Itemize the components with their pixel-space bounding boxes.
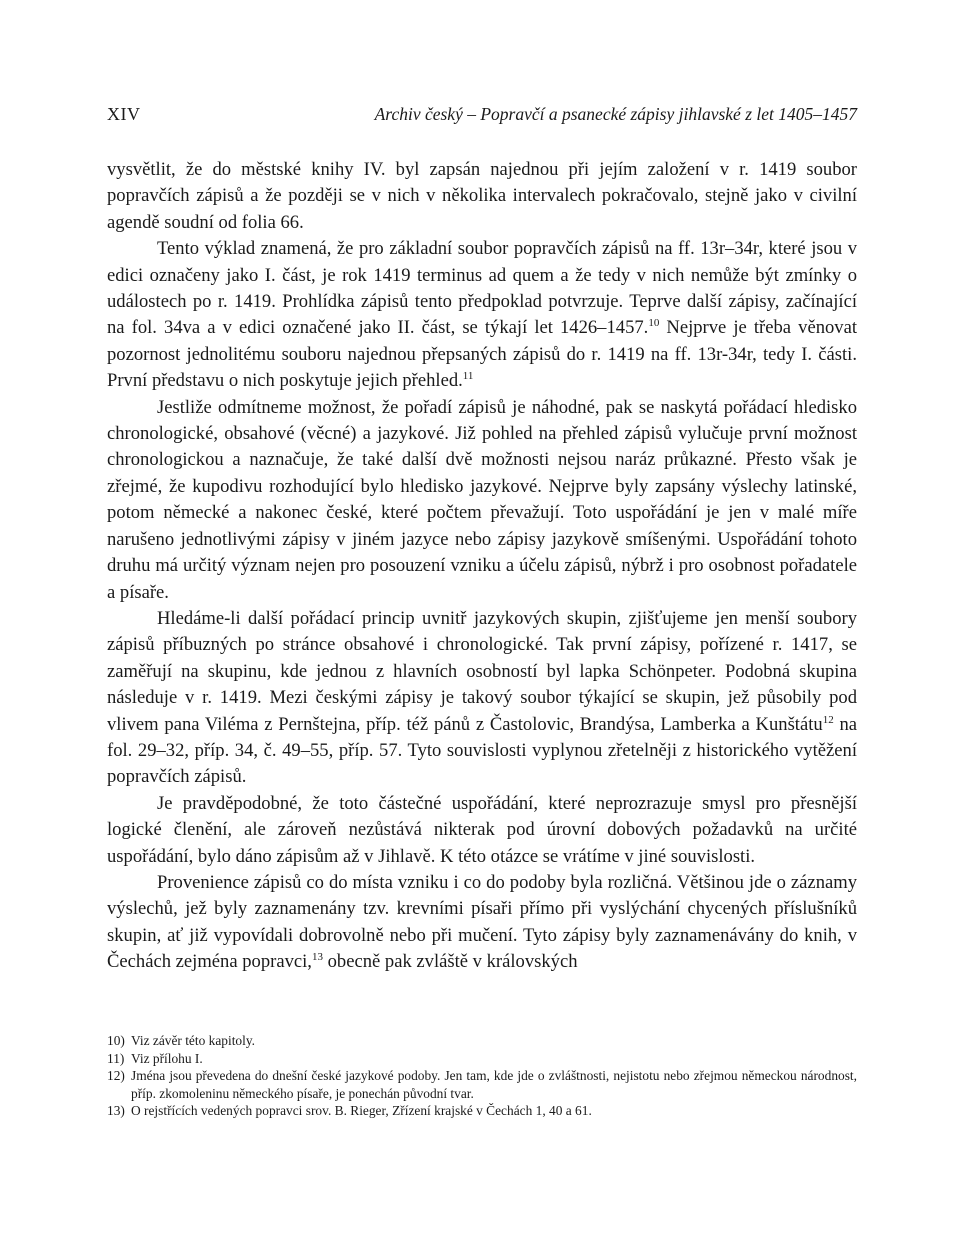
paragraph-3 — [107, 395, 857, 606]
footnote-11 — [107, 1050, 857, 1068]
footnote-text: O rejstřících vedených popravci srov. B. Rieger, Zřízení krajské v Čechách 1, 40 a 61. — [131, 1103, 592, 1119]
footnote-text: Viz závěr této kapitoly. — [131, 1033, 255, 1048]
footnote-13 — [107, 1102, 857, 1120]
footnote-ref-12: 12 — [822, 713, 834, 726]
footnotes — [107, 1032, 857, 1120]
footnote-number: 13) — [107, 1103, 125, 1119]
footnote-number: 10) — [107, 1033, 125, 1048]
footnote-text: Jména jsou převedena do dnešní české jazykové podoby. Jen tam, kde jde o zvláštnosti, nejistotu nebo zřejmou německou národnost, příp. zkomoleninu německého písaře, je ponechán původní tvar. — [131, 1068, 857, 1101]
footnote-ref-11: 11 — [462, 370, 474, 383]
body-text — [107, 157, 857, 976]
footnote-number: 12) — [107, 1068, 125, 1084]
paragraph-4-text-b: na fol. 29–32, příp. 34, č. 49–55, příp. 57. Tyto souvislosti vyplynou zřetelněji z historického vytěžení popravčích zápisů. — [107, 713, 857, 788]
paragraph-6-text-b: obecně pak zvláště v královských — [322, 951, 578, 973]
paragraph-1-text: vysvětlit, že do městské knihy IV. byl zapsán najednou při jejím založení v r. 1419 soubor popravčích zápisů a že později se v nich v několika intervalech pokračovalo, stejně jako v civilní agendě soudní od folia 66. — [107, 159, 857, 233]
running-header — [107, 104, 857, 128]
footnote-text: Viz přílohu I. — [131, 1050, 203, 1066]
paragraph-4-text-a: Hledáme-li další pořádací princip uvnitř jazykových skupin, zjišťujeme jen menší soubory zápisů příbuzných po stránce obsahové i chronologické. Tak první zápisy, pořízené r. 1417, se zaměřují na skupinu, kde jednou z hlavních osobností byl lapka Schönpeter. Podobná skupina následuje v r. 1419. Mezi českými zápisy je takový soubor týkající se skupin, jež působily pod vlivem pana Viléma z Pernštejna, příp. též pánů z Častolovic, Brandýsa, Lamberka a Kunštátu — [107, 607, 857, 735]
paragraph-6 — [107, 870, 857, 976]
paragraph-2-text-a: Tento výklad znamená, že pro základní soubor popravčích zápisů na ff. 13r–34r, které jsou v edici označeny jako I. část, je rok 1419 terminus ad quem a že tedy v nich nemůže být zmínky o událostech po r. 1419. Prohlídka zápisů tento předpoklad potvrzuje. Teprve další zápisy, začínající na fol. 34va a v edici označené jako II. část, se týkají let 1426–1457. — [107, 238, 857, 339]
paragraph-5 — [107, 791, 857, 870]
paragraph-2-text-b: Nejprve je třeba věnovat pozornost jednolitému souboru najednou přepsaných zápisů do r. 1419 na ff. 13r-34r, tedy I. části. První představu o nich poskytuje jejich přehled. — [107, 317, 858, 392]
footnote-ref-10: 10 — [648, 317, 660, 330]
running-title: Archiv český – Popravčí a psanecké zápisy jihlavské z let 1405–1457 — [374, 104, 857, 124]
footnote-number: 11) — [107, 1050, 125, 1066]
paragraph-3-text: Jestliže odmítneme možnost, že pořadí zápisů je náhodné, pak se naskytá pořádací hledisko chronologické, obsahové (věcné) a jazykové. Již pohled na přehled zápisů vylučuje první možnost chronologickou a naznačuje, že také další dvě možnosti nejsou naráz průkazné. Přesto však je zřejmé, že kupodivu rozhodující bylo hledisko jazykové. Nejprve byly zapsány výslechy latinské, potom německé a nakonec české, které počtem převažují. Toto uspořádání je jen v malé míře narušeno jednotlivými zápisy v jiném jazyce nebo zápisy jazykově smíšenými. Uspořádání tohoto druhu má určitý význam nejen pro posouzení vzniku a účelu zápisů, nýbrž i pro osobnost pořadatele a písaře. — [107, 396, 857, 603]
paragraph-4 — [107, 606, 857, 791]
paragraph-6-text-a: Provenience zápisů co do místa vzniku i co do podoby byla rozličná. Většinou jde o záznamy výslechů, jež byly zaznamenány tzv. krevními písaři přímo při vyslýchání chycených příslušníků skupin, ať již vypovídali dobrovolně nebo při mučení. Tyto zápisy byly zaznamenávány do knih, v Čechách zejména popravci, — [107, 871, 857, 973]
paragraph-5-text: Je pravděpodobné, že toto částečné uspořádání, které neprozrazuje smysl pro přesnější logické členění, ale zároveň nezůstává nikterak pod úrovní dobových požadavků na určité uspořádání, bylo dáno zápisům až v Jihlavě. K této otázce se vrátíme v jiné souvislosti. — [107, 792, 857, 867]
footnote-10 — [107, 1032, 857, 1050]
footnote-12 — [107, 1067, 857, 1102]
paragraph-2 — [107, 236, 857, 394]
page-number: XIV — [107, 104, 141, 124]
footnote-ref-13: 13 — [311, 951, 323, 963]
paragraph-1 — [107, 157, 857, 236]
